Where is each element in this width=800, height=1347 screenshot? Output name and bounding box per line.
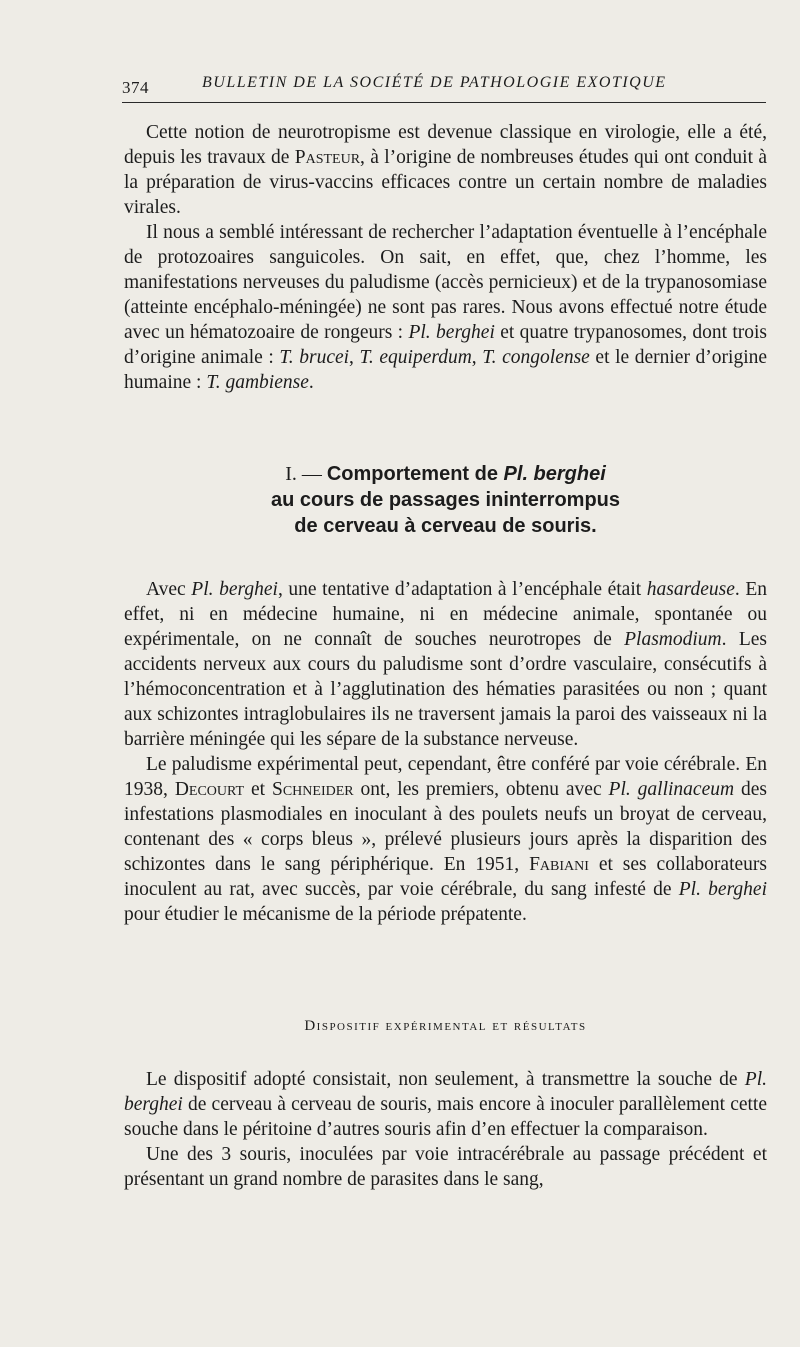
text-span: , bbox=[349, 347, 360, 368]
subsection-heading: Dispositif expérimental et résultats bbox=[304, 1018, 587, 1034]
emphasis: hasardeuse bbox=[646, 579, 735, 600]
section-1-text bbox=[124, 577, 767, 927]
species-name: T. gambiense bbox=[206, 372, 309, 393]
text-span: Une des 3 souris, inoculées par voie intracérébrale au passage précédent et présentant un grand nombre de parasites dans le sang, bbox=[124, 1144, 767, 1190]
species-name: Plasmodium bbox=[624, 629, 722, 650]
text-span: et le dernier d’origine humaine : bbox=[124, 347, 768, 393]
author-name: Decourt bbox=[174, 779, 245, 800]
journal-title: BULLETIN DE LA SOCIÉTÉ DE PATHOLOGIE EXOTIQUE bbox=[202, 74, 667, 91]
subsection-text bbox=[124, 1067, 767, 1192]
text-span: , une tentative d’adaptation à l’encéphale était bbox=[277, 579, 647, 600]
species-name: Pl. gallinaceum bbox=[608, 779, 735, 800]
page-number: 374 bbox=[122, 78, 149, 97]
species-name: T. congolense bbox=[482, 347, 590, 368]
subsection-paragraph-2 bbox=[124, 1142, 767, 1192]
species-name: T. equiperdum bbox=[359, 347, 472, 368]
text-span: Le paludisme expérimental peut, cependant, être conféré par voie cérébrale. En 1938, bbox=[124, 754, 767, 800]
intro-paragraph-1 bbox=[124, 120, 767, 220]
text-span: . En effet, ni en médecine humaine, ni en médecine animale, spontanée ou expérimentale, on ne connaît de souches neurotropes de bbox=[124, 579, 768, 650]
author-name: Schneider bbox=[272, 779, 354, 800]
text-span: , bbox=[471, 347, 483, 368]
heading-text: Comportement de bbox=[326, 463, 504, 485]
header-rule bbox=[122, 102, 766, 103]
text-span: , à l’origine de nombreuses études qui ont conduit à la préparation de virus-vaccins efficaces contre un certain nombre de maladies virales. bbox=[124, 147, 767, 218]
text-span: de cerveau à cerveau de souris, mais encore à inoculer parallèlement cette souche dans le péritoine d’autres souris afin d’en effectuer la comparaison. bbox=[124, 1094, 767, 1140]
text-span: et quatre trypanosomes, dont trois d’origine animale : bbox=[124, 322, 768, 368]
species-name: Pl. berghei bbox=[503, 463, 606, 485]
section-heading-line-2: au cours de passages ininterrompus bbox=[271, 489, 620, 511]
section-heading-line-1 bbox=[124, 461, 767, 487]
species-name: T. brucei bbox=[279, 347, 350, 368]
section-1-paragraph-2 bbox=[124, 752, 767, 927]
running-header bbox=[122, 72, 766, 102]
section-heading-line-3: de cerveau à cerveau de souris. bbox=[294, 515, 597, 537]
species-name: Pl. berghei bbox=[408, 322, 495, 343]
species-name: Pl. berghei bbox=[678, 879, 768, 900]
text-span: Le dispositif adopté consistait, non seulement, à transmettre la souche de bbox=[146, 1069, 745, 1090]
text-span: . Les accidents nerveux aux cours du paludisme sont d’ordre vasculaire, consécutifs à l’hémoconcentration et à l’agglutination des hématies parasitées ou non ; quant aux schizontes intraglobulaires ils ne traversent jamais la paroi des vaisseaux ni la barrière méningée qui les sépare de la substance nerveuse. bbox=[124, 629, 768, 750]
text-span: et ses collaborateurs inoculent au rat, avec succès, par voie cérébrale, du sang infesté de bbox=[124, 854, 767, 900]
text-span: Il nous a semblé intéressant de rechercher l’adaptation éventuelle à l’encéphale de protozoaires sanguicoles. On sait, en effet, que, chez l’homme, les manifestations nerveuses du paludisme (accès pernicieux) et de la trypanosomiase (atteinte encéphalo-méningée) ne sont pas rares. Nous avons effectué notre étude avec un hématozoaire de rongeurs : bbox=[124, 222, 767, 343]
author-name: Pasteur bbox=[294, 147, 361, 168]
text-span: Cette notion de neurotropisme est devenue classique en virologie, elle a été, depuis les travaux de bbox=[124, 122, 767, 168]
text-span: ont, les premiers, obtenu avec bbox=[353, 779, 609, 800]
text-span: Avec bbox=[146, 579, 192, 600]
intro-paragraph-2 bbox=[124, 220, 767, 395]
intro-text bbox=[124, 120, 767, 395]
author-name: Fabiani bbox=[529, 854, 589, 875]
text-span: et bbox=[244, 779, 272, 800]
text-span: . bbox=[308, 372, 314, 393]
text-span: pour étudier le mécanisme de la période prépatente. bbox=[124, 904, 527, 925]
species-name: Pl. berghei bbox=[191, 579, 278, 600]
species-name: Pl. berghei bbox=[124, 1069, 767, 1115]
section-heading bbox=[124, 461, 767, 539]
section-number: I. — bbox=[285, 463, 327, 485]
text-span: des infestations plasmodiales en inoculant à des poulets neufs un broyat de cerveau, contenant des « corps bleus », prélevé plusieurs jours après la disparition des schizontes dans le sang périphérique. En 1951, bbox=[124, 779, 768, 875]
subsection-paragraph-1 bbox=[124, 1067, 767, 1142]
section-1-paragraph-1 bbox=[124, 577, 767, 752]
